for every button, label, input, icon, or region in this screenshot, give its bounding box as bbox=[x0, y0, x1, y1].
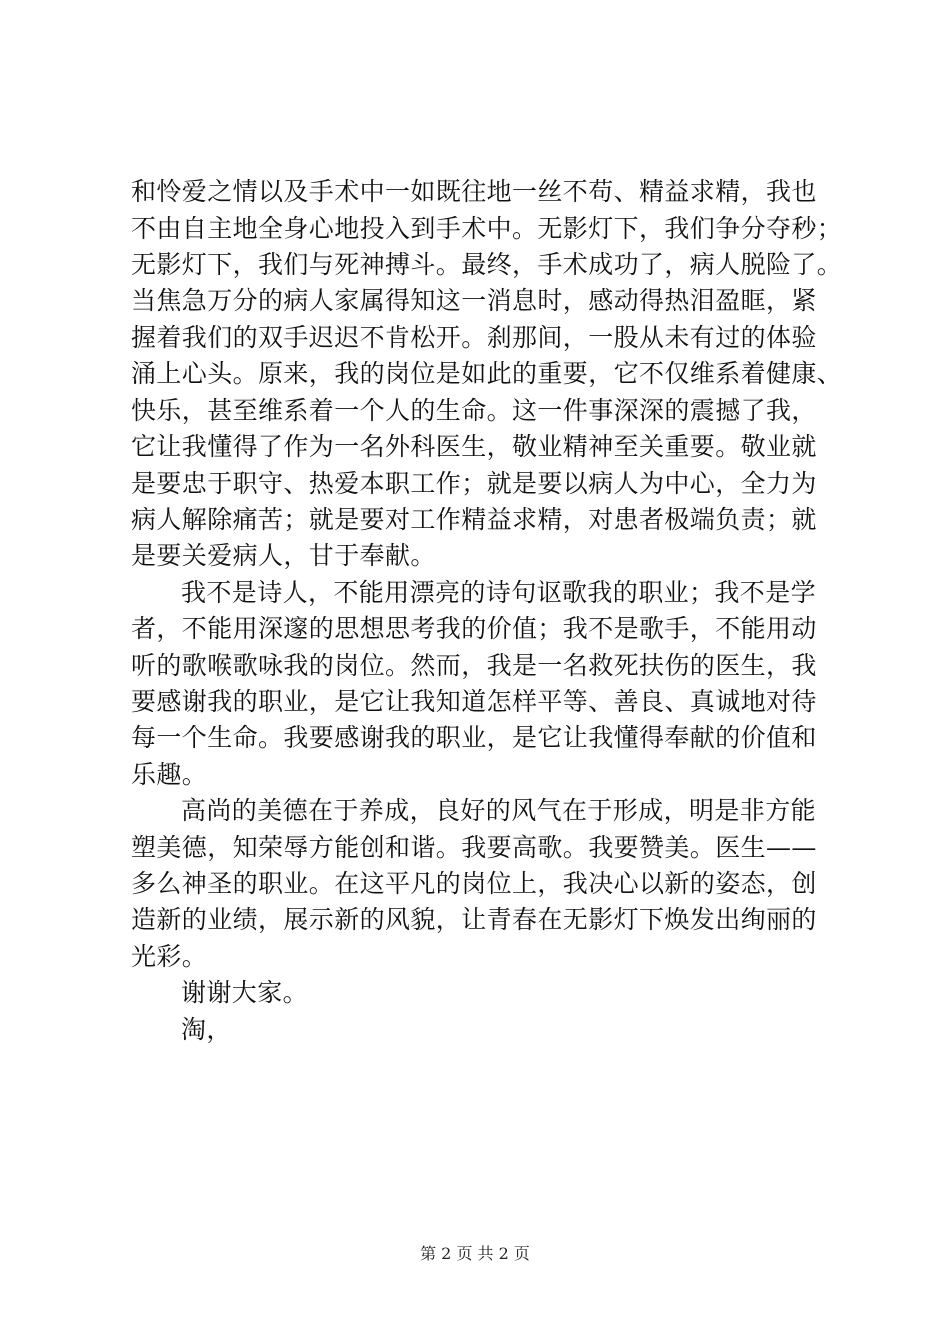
text-line: 塑美德，知荣辱方能创和谐。我要高歌。我要赞美。医生—— bbox=[131, 833, 817, 862]
text-line: 乐趣。 bbox=[131, 760, 208, 789]
text-line: 要感谢我的职业，是它让我知道怎样平等、善良、真诚地对待 bbox=[131, 687, 817, 716]
text-line: 每一个生命。我要感谢我的职业，是它让我懂得奉献的价值和 bbox=[131, 723, 817, 752]
text-line: 光彩。 bbox=[131, 942, 208, 971]
text-line: 无影灯下，我们与死神搏斗。最终，手术成功了，病人脱险了。 bbox=[131, 250, 843, 279]
text-line: 当焦急万分的病人家属得知这一消息时，感动得热泪盈眶，紧 bbox=[131, 286, 817, 315]
text-line: 病人解除痛苦；就是要对工作精益求精，对患者极端负责；就 bbox=[131, 505, 817, 534]
text-line: 是要关爱病人，甘于奉献。 bbox=[131, 541, 436, 570]
text-line: 和怜爱之情以及手术中一如既往地一丝不苟、精益求精，我也 bbox=[131, 177, 817, 206]
text-line: 多么神圣的职业。在这平凡的岗位上，我决心以新的姿态，创 bbox=[131, 869, 817, 898]
text-line: 握着我们的双手迟迟不肯松开。刹那间，一股从未有过的体验 bbox=[131, 323, 817, 352]
closing-line: 谢谢大家。 bbox=[181, 978, 309, 1007]
text-line: 造新的业绩，展示新的风貌，让青春在无影灯下焕发出绚丽的 bbox=[131, 905, 817, 934]
closing-line: 淘， bbox=[181, 1015, 232, 1044]
page-number-footer: 第 2 页 共 2 页 bbox=[420, 1244, 530, 1263]
text-line: 不由自主地全身心地投入到手术中。无影灯下，我们争分夺秒； bbox=[131, 214, 843, 243]
text-line: 是要忠于职守、热爱本职工作；就是要以病人为中心，全力为 bbox=[131, 469, 817, 498]
paragraph-first-line: 高尚的美德在于养成，良好的风气在于形成，明是非方能 bbox=[181, 796, 817, 825]
paragraph-first-line: 我不是诗人，不能用漂亮的诗句讴歌我的职业；我不是学 bbox=[181, 578, 817, 607]
text-line: 快乐，甚至维系着一个人的生命。这一件事深深的震撼了我， bbox=[131, 396, 817, 425]
text-line: 听的歌喉歌咏我的岗位。然而，我是一名救死扶伤的医生，我 bbox=[131, 651, 817, 680]
text-line: 者，不能用深邃的思想思考我的价值；我不是歌手，不能用动 bbox=[131, 614, 817, 643]
text-line: 它让我懂得了作为一名外科医生，敬业精神至关重要。敬业就 bbox=[131, 432, 817, 461]
text-line: 涌上心头。原来，我的岗位是如此的重要，它不仅维系着健康、 bbox=[131, 359, 843, 388]
